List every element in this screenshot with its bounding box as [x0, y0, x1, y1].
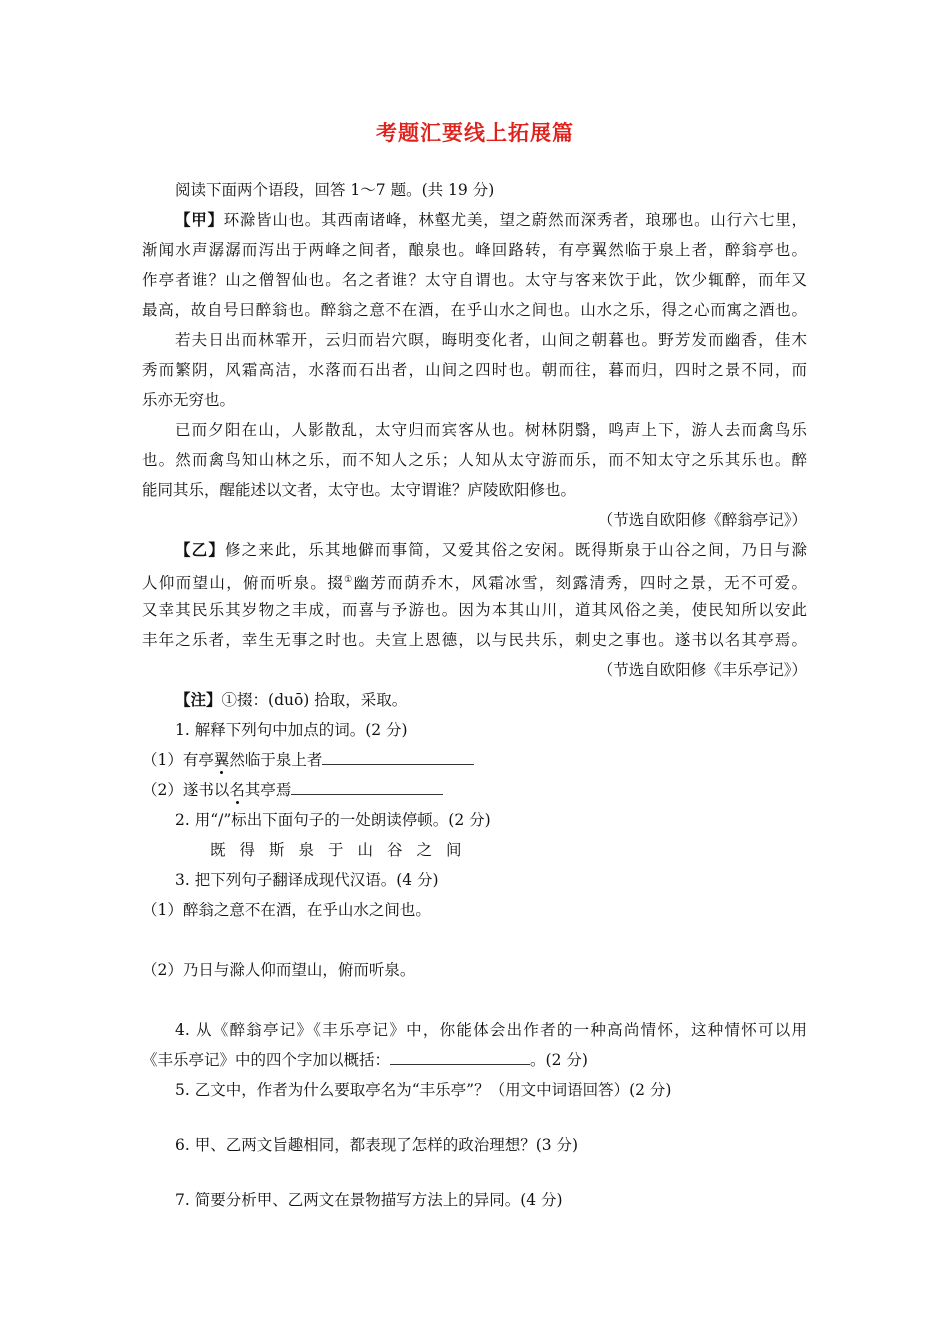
question-4-line: 《丰乐亭记》中的四个字加以概括： 。(2 分)	[142, 1051, 588, 1069]
footnote-marker: ①	[344, 575, 354, 585]
question-3-item-2: （2）乃日与滁人仰而望山，俯而听泉。	[142, 961, 416, 979]
question-2-sentence: 既得斯泉于山谷之间	[210, 841, 476, 859]
page-title: 考题汇要线上拓展篇	[376, 121, 574, 145]
passage-b-line: 【乙】修之来此，乐其地僻而事简，又爱其俗之安闲。既得斯泉于山谷之间，乃日与滁	[175, 540, 807, 559]
passage-b-label: 【乙】	[175, 540, 225, 559]
question-1-item-2: （2）遂书以名其亭焉	[142, 780, 443, 800]
question-3: 3. 把下列句子翻译成现代汉语。(4 分)	[175, 871, 439, 889]
question-4-line: 4. 从《醉翁亭记》《丰乐亭记》中，你能体会出作者的一种高尚情怀，这种情怀可以用	[175, 1021, 807, 1039]
question-1: 1. 解释下列句中加点的词。(2 分)	[175, 721, 408, 739]
passage-b-line: 人仰而望山，俯而听泉。掇①幽芳而荫乔木，风霜冰雪，刻露清秀，四时之景，无不可爱。	[142, 574, 807, 593]
passage-a-line: 渐闻水声潺潺而泻出于两峰之间者，酿泉也。峰回路转，有亭翼然临于泉上者，醉翁亭也。	[142, 241, 807, 259]
passage-b-line: 丰年之乐者，幸生无事之时也。夫宣上恩德，以与民共乐，刺史之事也。遂书以名其亭焉。	[142, 631, 807, 649]
question-3-item-1: （1）醉翁之意不在酒，在乎山水之间也。	[142, 901, 431, 919]
passage-a-line: 秀而繁阴，风霜高洁，水落而石出者，山间之四时也。朝而往，暮而归，四时之景不同，而	[142, 361, 807, 379]
passage-a-line: 也。然而禽鸟知山林之乐，而不知人之乐；人知从太守游而乐，而不知太守之乐其乐也。醉	[142, 451, 807, 469]
passage-a-line: 乐亦无穷也。	[142, 391, 236, 409]
dotted-word: 名	[229, 781, 245, 799]
passage-a-line: 已而夕阳在山，人影散乱，太守归而宾客从也。树林阴翳，鸣声上下，游人去而禽鸟乐	[175, 421, 807, 439]
dotted-word: 翼	[213, 751, 230, 769]
passage-a-line: 能同其乐，醒能述以文者，太守也。太守谓谁？庐陵欧阳修也。	[142, 481, 577, 499]
passage-a-line: 最高，故自号曰醉翁也。醉翁之意不在酒，在乎山水之间也。山水之乐，得之心而寓之酒也。	[142, 301, 807, 319]
answer-blank[interactable]	[291, 780, 443, 795]
passage-a-line: 作亭者谁？山之僧智仙也。名之者谁？太守自谓也。太守与客来饮于此，饮少辄醉，而年又	[142, 271, 807, 289]
question-1-item-1: （1）有亭翼然临于泉上者	[142, 750, 474, 770]
passage-b-source: （节选自欧阳修《丰乐亭记》）	[597, 661, 807, 679]
passage-a-label: 【甲】	[175, 210, 224, 229]
footnote-label: 【注】	[175, 690, 222, 709]
question-5: 5. 乙文中，作者为什么要取亭名为“丰乐亭”？（用文中词语回答）(2 分)	[175, 1081, 672, 1099]
question-6: 6. 甲、乙两文旨趣相同，都表现了怎样的政治理想？(3 分)	[175, 1136, 579, 1154]
intro-text: 阅读下面两个语段，回答 1～7 题。(共 19 分)	[175, 181, 495, 199]
passage-b-line: 又幸其民乐其岁物之丰成，而喜与予游也。因为本其山川，道其风俗之美，使民知所以安此	[142, 601, 807, 619]
answer-blank[interactable]	[390, 1050, 530, 1065]
footnote: 【注】①掇：(duō) 拾取，采取。	[175, 690, 408, 709]
question-7: 7. 简要分析甲、乙两文在景物描写方法上的异同。(4 分)	[175, 1191, 563, 1209]
passage-a-source: （节选自欧阳修《醉翁亭记》）	[597, 511, 807, 529]
passage-a-line: 【甲】环滁皆山也。其西南诸峰，林壑尤美，望之蔚然而深秀者，琅琊也。山行六七里，	[175, 210, 807, 229]
question-2: 2. 用“/”标出下面句子的一处朗读停顿。(2 分)	[175, 811, 491, 829]
answer-blank[interactable]	[322, 750, 474, 765]
passage-a-line: 若夫日出而林霏开，云归而岩穴暝，晦明变化者，山间之朝暮也。野芳发而幽香，佳木	[175, 331, 807, 349]
